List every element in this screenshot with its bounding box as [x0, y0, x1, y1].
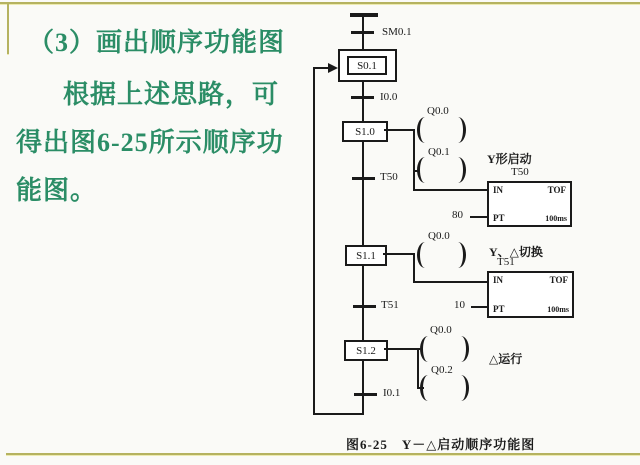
branch2-coil1-label: Q0.0 — [428, 230, 450, 242]
transition-label-i00: I0.0 — [380, 91, 398, 103]
intro-text-line-1: （3）画出顺序功能图 — [28, 28, 286, 57]
branch3-coil1-symbol — [420, 336, 436, 362]
transition-label-t50: T50 — [380, 171, 398, 183]
branch1-timer-name: T50 — [511, 166, 529, 178]
branch1-timer-feed-line — [413, 189, 489, 191]
branch3-vertical-line — [417, 349, 419, 389]
branch1-coil2-symbol — [417, 157, 433, 183]
branch1-action-label: Y形启动 — [487, 152, 532, 166]
step-s10 — [342, 121, 388, 142]
trunk-segment-5 — [362, 361, 364, 414]
branch1-pt-line — [470, 216, 487, 218]
transition-tick-i01 — [354, 393, 377, 396]
branch3-coil1-symbol — [453, 336, 469, 362]
step-s01-label: S0.1 — [357, 59, 377, 72]
feedback-bottom-line — [313, 413, 364, 415]
branch2-vertical-line — [413, 254, 415, 283]
timer-pt-pin-label: PT — [493, 213, 505, 223]
feedback-arrowhead-icon — [328, 63, 338, 73]
branch2-timer-feed-line — [413, 281, 489, 283]
branch1-stub-line — [384, 129, 415, 131]
intro-text-line-2: 根据上述思路，可 — [63, 80, 280, 109]
branch3-coil2-symbol — [420, 375, 436, 401]
step-s10-label: S1.0 — [355, 125, 375, 138]
branch3-coil2-label: Q0.2 — [431, 364, 453, 376]
branch2-pt-value: 10 — [454, 299, 465, 311]
step-s11-label: S1.1 — [356, 249, 376, 262]
branch1-pt-value: 80 — [452, 209, 463, 221]
branch2-timer-name: T51 — [497, 256, 515, 268]
transition-tick-i00 — [351, 96, 374, 99]
branch1-coil1-label: Q0.0 — [427, 105, 449, 117]
branch1-coil1-symbol — [417, 117, 433, 143]
branch1-coil2-label: Q0.1 — [428, 146, 450, 158]
branch3-stub-line — [384, 348, 420, 350]
branch2-coil1-symbol — [450, 242, 466, 268]
branch1-timer-block — [487, 181, 572, 227]
step-s11 — [345, 245, 387, 266]
timer-in-pin-label: IN — [493, 185, 504, 195]
timer-resolution-label: 100ms — [545, 214, 567, 223]
intro-text-line-4: 能图。 — [16, 176, 98, 205]
branch2-timer-block — [487, 271, 574, 318]
transition-label-i01: I0.1 — [383, 387, 401, 399]
branch1-coil2-symbol — [450, 157, 466, 183]
frame-top-line — [0, 2, 640, 4]
timer-type-label: TOF — [549, 275, 568, 285]
figure-caption: 图6-25 Y－△启动顺序功能图 — [346, 437, 536, 452]
sfc-start-bar — [350, 13, 378, 17]
branch2-stub-line — [383, 253, 415, 255]
branch3-coil1-label: Q0.0 — [430, 324, 452, 336]
trunk-segment-2 — [362, 82, 364, 122]
transition-label-sm01: SM0.1 — [382, 26, 412, 38]
timer-type-label: TOF — [547, 185, 566, 195]
timer-in-pin-label: IN — [493, 275, 504, 285]
transition-tick-t51 — [353, 305, 376, 308]
branch3-action-label: △运行 — [489, 352, 523, 366]
transition-tick-sm01 — [351, 31, 374, 34]
step-s01 — [347, 56, 387, 75]
branch2-coil1-symbol — [417, 242, 433, 268]
branch1-vertical-line — [413, 130, 415, 191]
branch2-pt-line — [471, 306, 487, 308]
intro-text-line-3: 得出图6-25所示顺序功 — [16, 128, 284, 157]
trunk-segment-3 — [362, 142, 364, 246]
feedback-left-line — [313, 67, 315, 415]
branch2-action-label: Y、△切换 — [489, 245, 543, 259]
frame-left-line — [7, 2, 9, 54]
step-s12 — [344, 340, 388, 361]
trunk-segment-4 — [362, 266, 364, 341]
transition-label-t51: T51 — [381, 299, 399, 311]
branch3-coil2-symbol — [453, 375, 469, 401]
step-s12-label: S1.2 — [356, 344, 376, 357]
timer-resolution-label: 100ms — [547, 305, 569, 314]
timer-pt-pin-label: PT — [493, 304, 505, 314]
frame-bottom-line — [6, 453, 640, 455]
branch1-coil1-symbol — [450, 117, 466, 143]
transition-tick-t50 — [352, 177, 375, 180]
